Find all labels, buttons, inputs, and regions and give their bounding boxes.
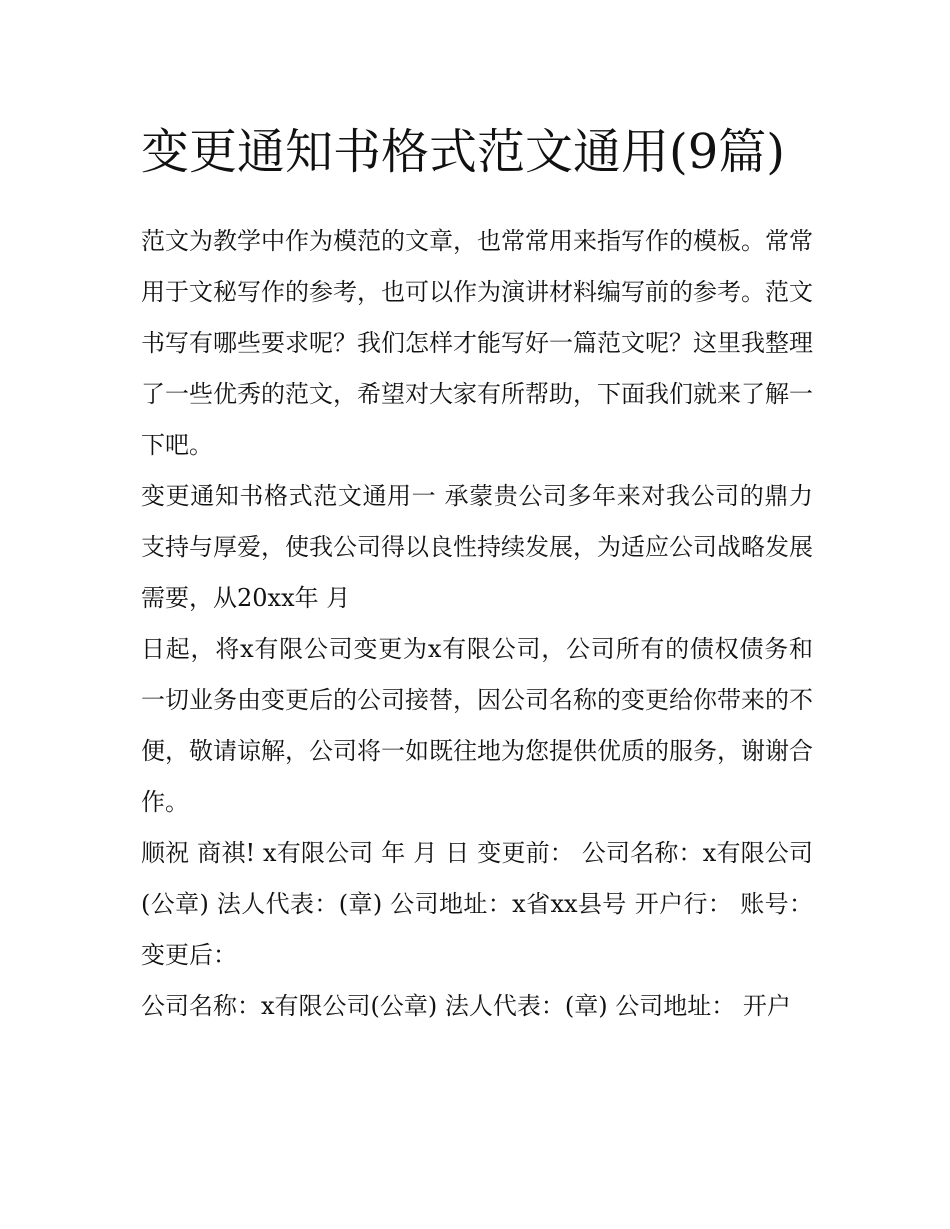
paragraph-notice-body: 日起，将x有限公司变更为x有限公司，公司所有的债权债务和一切业务由变更后的公司接替，因公司名称的变更给你带来的不便，敬请谅解，公司将一如既往地为您提供优质的服务，谢谢合作。 (141, 635, 813, 816)
document-page (141, 112, 813, 1032)
paragraph-before-change: 顺祝 商祺! x有限公司 年 月 日 变更前： 公司名称：x有限公司(公章) 法人代表：(章) 公司地址：x省xx县号 开户行： 账号： 变更后： (141, 839, 813, 969)
paragraph-after-change: 公司名称：x有限公司(公章) 法人代表：(章) 公司地址： 开户 (141, 992, 791, 1020)
document-title: 变更通知书格式范文通用(9篇) (141, 124, 785, 180)
paragraph-intro: 范文为教学中作为模范的文章，也常常用来指写作的模板。常常用于文秘写作的参考，也可以作为演讲材料编写前的参考。范文书写有哪些要求呢？我们怎样才能写好一篇范文呢？这里我整理了一些优秀的范文，希望对大家有所帮助，下面我们就来了解一下吧。 (141, 227, 813, 459)
paragraph-notice-opening: 变更通知书格式范文通用一 承蒙贵公司多年来对我公司的鼎力支持与厚爱，使我公司得以良性持续发展，为适应公司战略发展需要，从20xx年 月 (141, 482, 813, 612)
